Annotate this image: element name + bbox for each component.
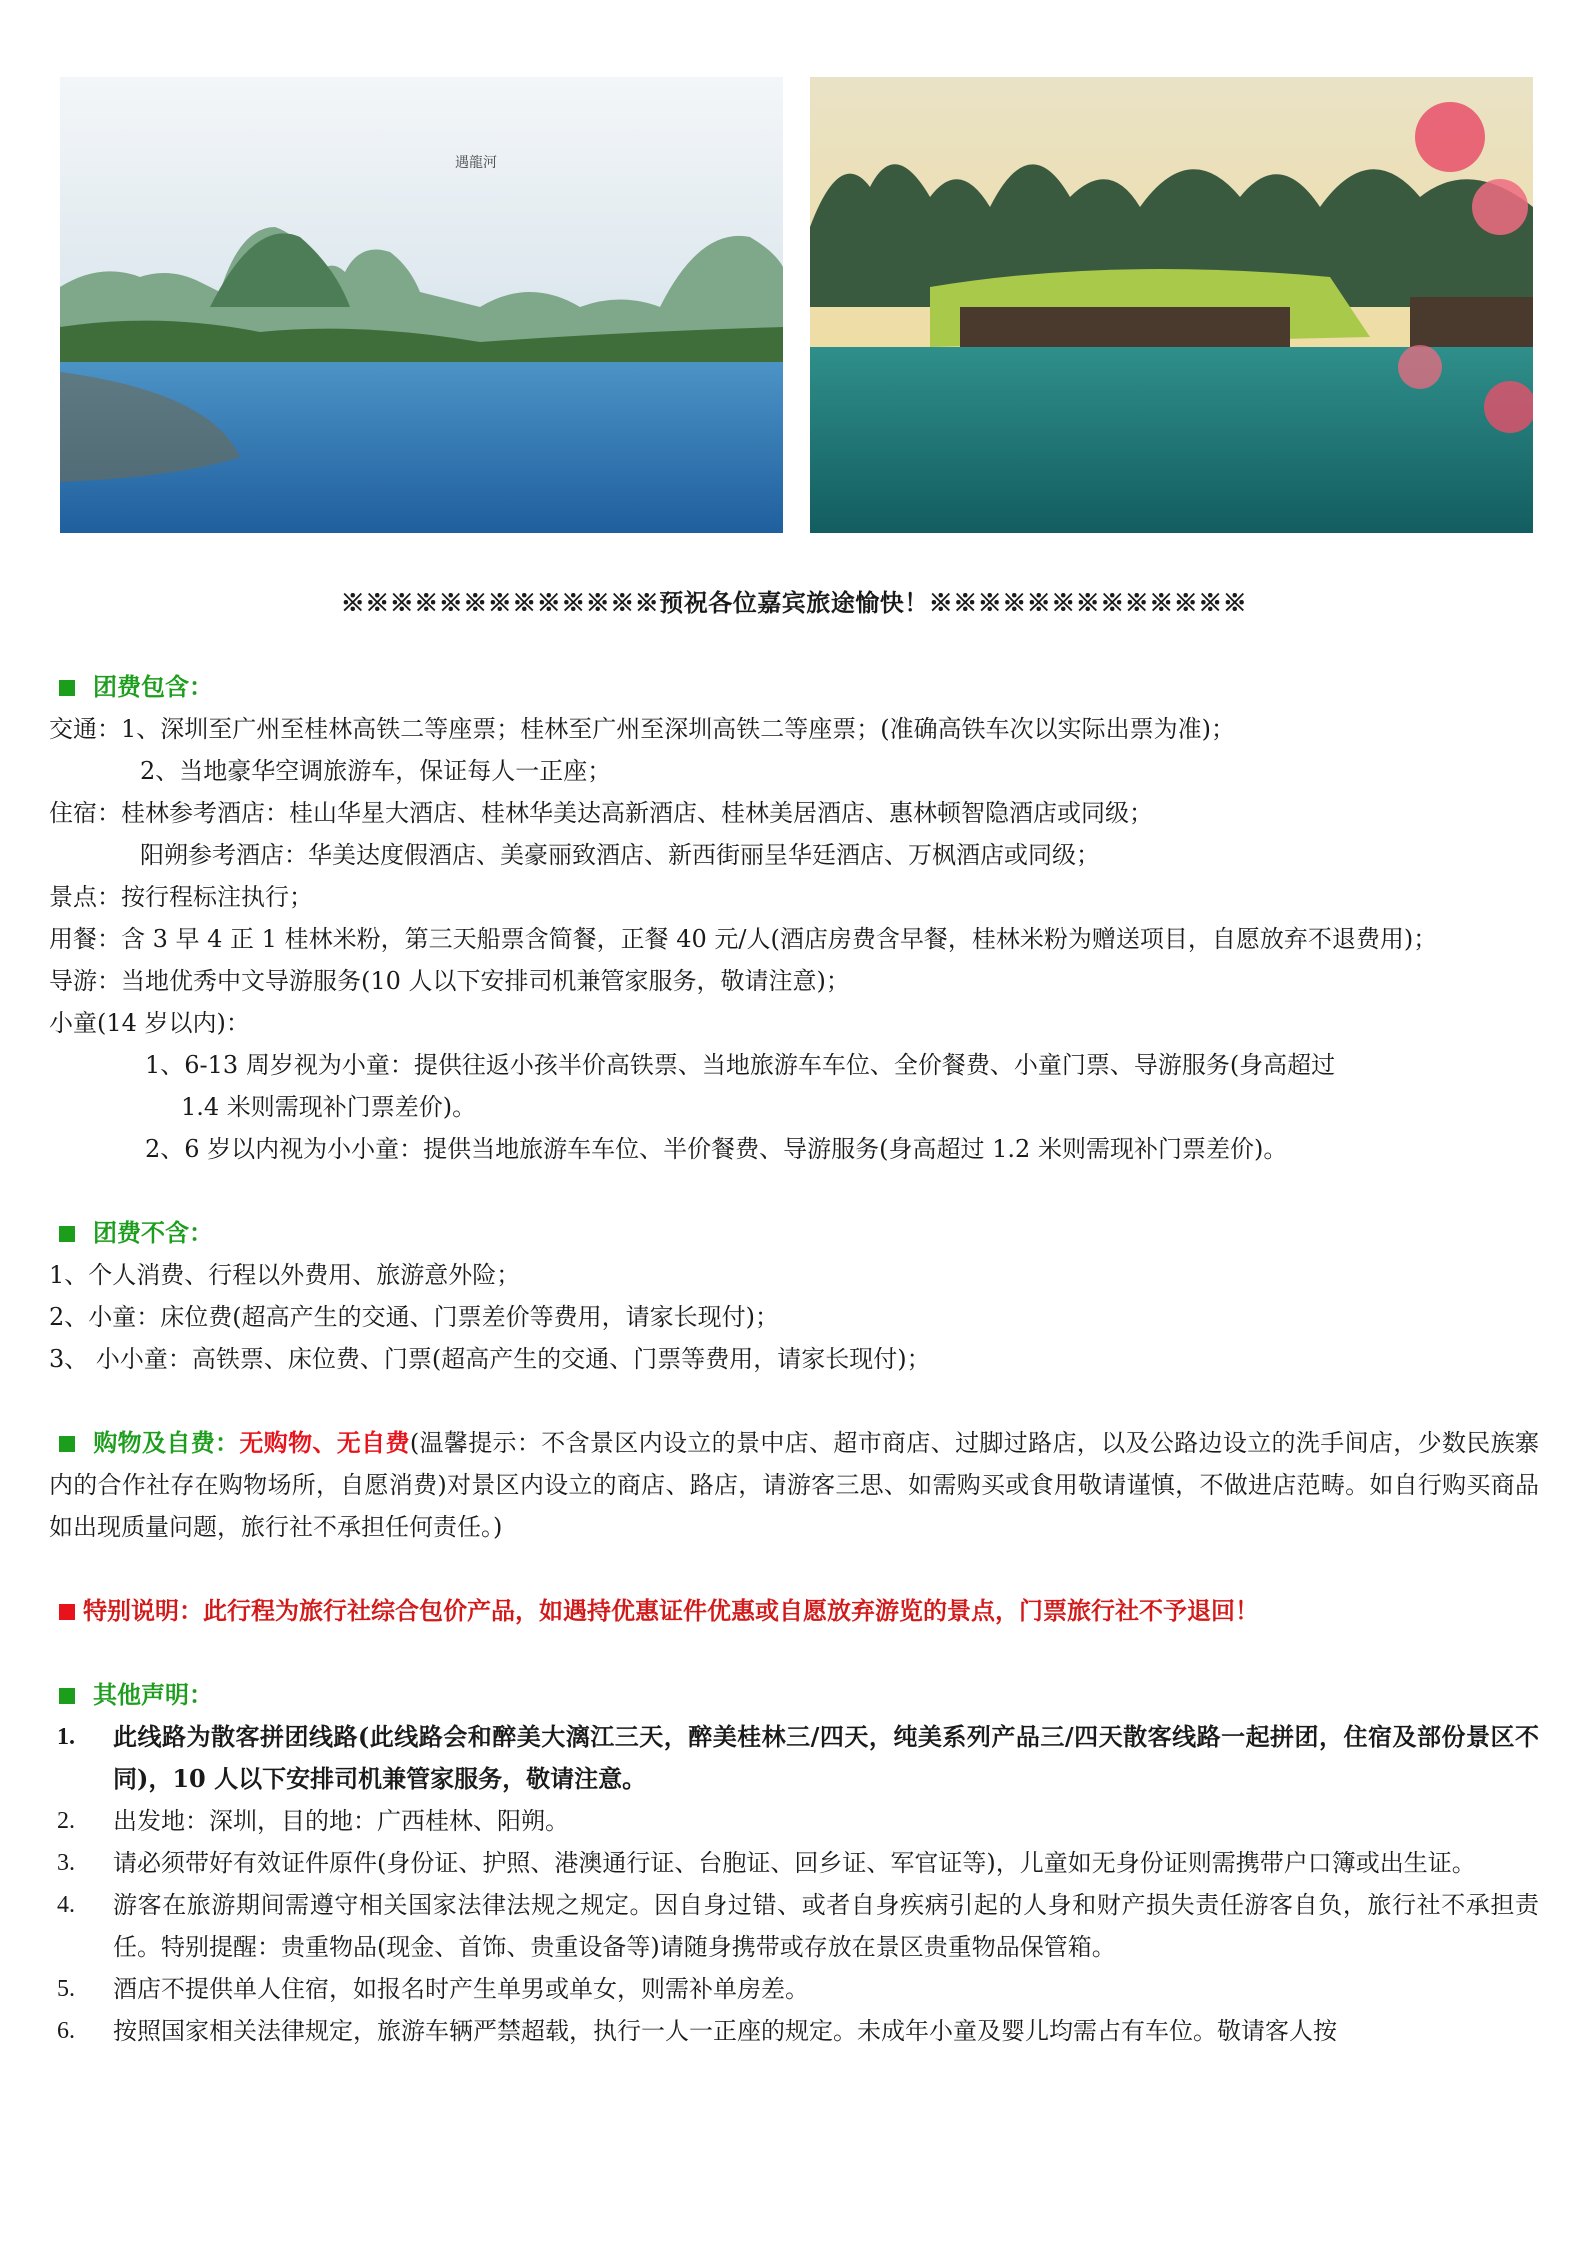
lodging-item-1: 桂林参考酒店：桂山华星大酒店、桂林华美达高新酒店、桂林美居酒店、惠林顿智隐酒店或同级；: [121, 799, 1153, 827]
included-title: 团费包含：: [93, 672, 213, 701]
child-item-1a: 1、6-13 周岁视为小童：提供往返小孩半价高铁票、当地旅游车车位、全价餐费、小童门票、导游服务(身高超过: [145, 1051, 1336, 1079]
other-item-text: 请必须带好有效证件原件(身份证、护照、港澳通行证、台胞证、回乡证、军官证等)，儿童如无身份证则需携带户口簿或出生证。: [113, 1849, 1476, 1877]
green-square-icon: [59, 1436, 75, 1452]
other-item: [49, 2010, 1539, 2052]
child-item-1b: 1.4 米则需现补门票差价)。: [181, 1093, 477, 1121]
other-item: [49, 1884, 1539, 1968]
other-item-number: 2.: [57, 1808, 75, 1834]
transport-item-1: 1、深圳至广州至桂林高铁二等座票；桂林至广州至深圳高铁二等座票；(准确高铁车次以实际出票为准)；: [121, 715, 1235, 743]
transport-line-2: 2、当地豪华空调旅游车，保证每人一正座；: [140, 757, 612, 785]
red-square-icon: [59, 1604, 75, 1620]
child-label: 小童(14 岁以内)：: [49, 1009, 250, 1037]
other-title: 其他声明：: [93, 1680, 213, 1709]
other-item: [49, 1842, 1539, 1884]
other-item-number: 1.: [57, 1724, 75, 1750]
other-heading: [49, 1674, 1539, 1716]
child-item-2: 2、6 岁以内视为小小童：提供当地旅游车车位、半价餐费、导游服务(身高超过 1.2 米则需现补门票差价)。: [145, 1135, 1288, 1163]
other-item-number: 5.: [57, 1976, 75, 2002]
shopping-title: 购物及自费：: [93, 1428, 240, 1457]
landscape-river-photo: [60, 77, 783, 533]
shopping-highlight: 无购物、无自费: [239, 1428, 410, 1457]
meals-line: [49, 918, 1539, 960]
other-item: [49, 1968, 1539, 2010]
other-item-text: 出发地：深圳，目的地：广西桂林、阳朔。: [113, 1807, 569, 1835]
guide-label: 导游：: [49, 967, 121, 995]
scenic-label: 景点：: [49, 883, 121, 911]
other-item: [49, 1716, 1539, 1800]
green-square-icon: [59, 680, 75, 696]
excluded-item: 3、 小小童：高铁票、床位费、门票(超高产生的交通、门票等费用，请家长现付)；: [49, 1345, 931, 1373]
lodging-line-2: 阳朔参考酒店：华美达度假酒店、美豪丽致酒店、新西街丽呈华廷酒店、万枫酒店或同级；: [140, 841, 1100, 869]
guide-line: [49, 960, 1539, 1002]
shopping-text: (温馨提示：不含景区内设立的景中店、超市商店、过脚过路店，以及公路边设立的洗手间店，少数民族寨内的合作社存在购物场所，自愿消费)对景区内设立的商店、路店，请游客三思、如需购买或食用敬请谨慎，不做进店范畴。如自行购买商品如出现质量问题，旅行社不承担任何责任。): [49, 1429, 1539, 1541]
scenic-line: [49, 876, 1539, 918]
other-item-number: 4.: [57, 1892, 75, 1918]
other-item-number: 3.: [57, 1850, 75, 1876]
scenic-text: 按行程标注执行；: [121, 883, 313, 911]
shopping-section: [49, 1422, 1539, 1548]
greeting-banner: ※※※※※※※※※※※※※预祝各位嘉宾旅途愉快！※※※※※※※※※※※※※: [340, 588, 1248, 617]
transport-label: 交通：: [49, 715, 121, 743]
meals-text: 含 3 早 4 正 1 桂林米粉，第三天船票含简餐，正餐 40 元/人(酒店房费含早餐，桂林米粉为赠送项目，自愿放弃不退费用)；: [121, 925, 1438, 953]
meals-label: 用餐：: [49, 925, 121, 953]
lodging-label: 住宿：: [49, 799, 121, 827]
green-square-icon: [59, 1226, 75, 1242]
other-item-text: 酒店不提供单人住宿，如报名时产生单男或单女，则需补单房差。: [113, 1975, 809, 2003]
other-item: [49, 1800, 1539, 1842]
special-note-text: 特别说明：此行程为旅行社综合包价产品，如遇持优惠证件优惠或自愿放弃游览的景点，门票旅行社不予退回！: [83, 1596, 1259, 1625]
special-note: [49, 1590, 1539, 1632]
other-item-text: 此线路为散客拼团线路(此线路会和醉美大漓江三天，醉美桂林三/四天，纯美系列产品三/四天散客线路一起拼团，住宿及部份景区不同)，10 人以下安排司机兼管家服务，敬请注意。: [113, 1722, 1539, 1793]
guide-text: 当地优秀中文导游服务(10 人以下安排司机兼管家服务，敬请注意)；: [121, 967, 850, 995]
excluded-item: 2、小童：床位费(超高产生的交通、门票差价等费用，请家长现付)；: [49, 1303, 779, 1331]
excluded-item: 1、个人消费、行程以外费用、旅游意外险；: [49, 1261, 521, 1289]
excluded-heading: [49, 1212, 1539, 1254]
other-item-number: 6.: [57, 2018, 75, 2044]
included-heading: [49, 666, 1539, 708]
other-item-text: 游客在旅游期间需遵守相关国家法律法规之规定。因自身过错、或者自身疾病引起的人身和财产损失责任游客自负，旅行社不承担责任。特别提醒：贵重物品(现金、首饰、贵重设备等)请随身携带或存放在景区贵重物品保管箱。: [113, 1891, 1539, 1961]
transport-line-1: [49, 708, 1539, 750]
excluded-title: 团费不含：: [93, 1218, 213, 1247]
lodging-line-1: [49, 792, 1539, 834]
other-item-text: 按照国家相关法律规定，旅游车辆严禁超载，执行一人一正座的规定。未成年小童及婴儿均需占有车位。敬请客人按: [113, 2017, 1337, 2045]
landscape-village-icon: [810, 77, 1533, 533]
itinerary-terms: [49, 582, 1539, 2052]
landscape-river-icon: [60, 77, 783, 533]
landscape-village-photo: [810, 77, 1533, 533]
photo-caption: 遇龍河: [455, 155, 497, 171]
green-square-icon: [59, 1688, 75, 1704]
